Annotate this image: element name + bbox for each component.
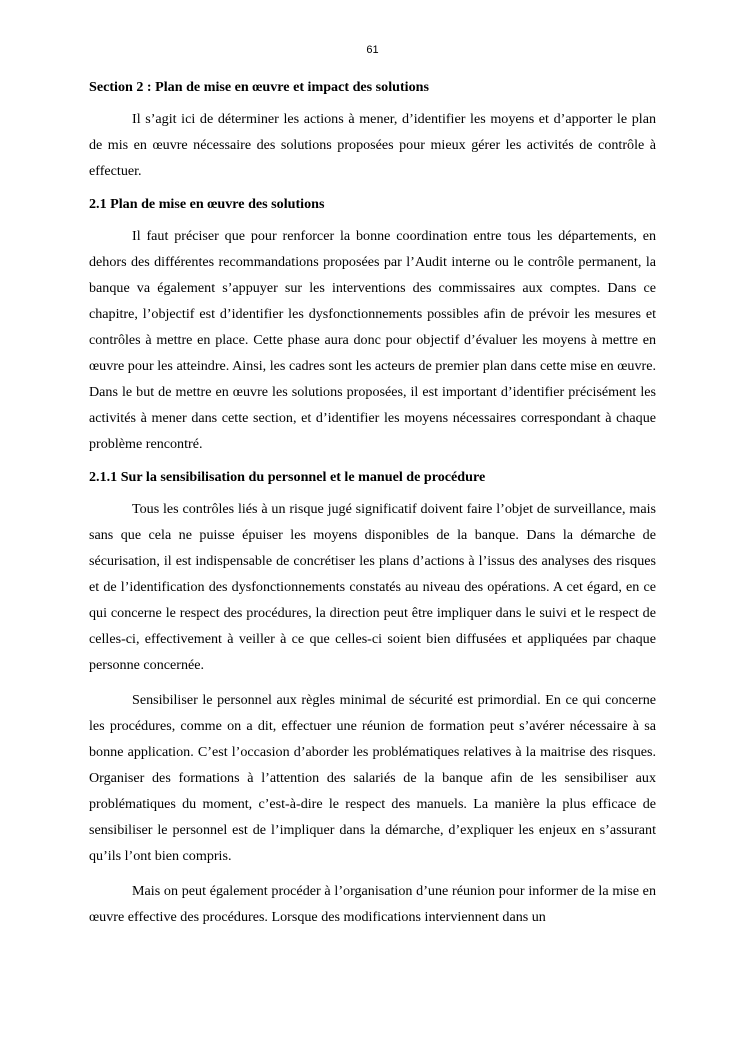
- section-title: Section 2 : Plan de mise en œuvre et impact des solutions: [89, 79, 429, 95]
- subsection-2-1-1-title: 2.1.1 Sur la sensibilisation du personnel et le manuel de procédure: [89, 469, 486, 485]
- page-number: 61: [366, 44, 379, 56]
- section-intro-paragraph: Il s’agit ici de déterminer les actions à mener, d’identifier les moyens et d’apporter le plan de mis en œuvre nécessaire des solutions proposées pour mieux gérer les activités de contrôle à effectuer.: [89, 111, 656, 179]
- subsection-2-1-1-paragraph-1: Tous les contrôles liés à un risque jugé significatif doivent faire l’objet de surveillance, mais sans que cela ne puisse épuiser les moyens disponibles de la banque. Dans la démarche de sécurisation, il est indispensable de concrétiser les plans d’actions à l’issus des analyses des risques et de l’identification des dysfonctionnements constatés au niveau des opérations. A cet égard, en ce qui concerne le respect des procédures, la direction peut être impliquer dans le suivi et le respect de celles-ci, effectivement à veiller à ce que celles-ci soient bien diffusées et appliquées par chaque personne concernée.: [89, 501, 656, 673]
- page-content: [89, 76, 656, 939]
- subsection-2-1-1-paragraph-2: Sensibiliser le personnel aux règles minimal de sécurité est primordial. En ce qui concerne les procédures, comme on a dit, effectuer une réunion de formation peut s’avérer nécessaire à sa bonne application. C’est l’occasion d’aborder les problématiques relatives à la maitrise des risques. Organiser des formations à l’attention des salariés de la banque afin de les sensibiliser aux problématiques du moment, c’est-à-dire le respect des manuels. La manière la plus efficace de sensibiliser le personnel est de l’impliquer dans la démarche, d’expliquer les enjeux en s’assurant qu’ils l’ont bien compris.: [89, 692, 656, 864]
- subsection-2-1-paragraph: Il faut préciser que pour renforcer la bonne coordination entre tous les départements, en dehors des différentes recommandations proposées par l’Audit interne ou le contrôle permanent, la banque va également s’appuyer sur les interventions des commissaires aux comptes. Dans ce chapitre, l’objectif est d’identifier les dysfonctionnements possibles afin de prévoir les mesures et contrôles à mettre en place. Cette phase aura donc pour objectif d’évaluer les moyens à mettre en œuvre pour les atteindre. Ainsi, les cadres sont les acteurs de premier plan dans cette mise en œuvre. Dans le but de mettre en œuvre les solutions proposées, il est important d’identifier précisément les activités à mener dans cette section, et d’identifier les moyens nécessaires correspondant à chaque problème rencontré.: [89, 228, 656, 452]
- subsection-2-1-1-paragraph-3: Mais on peut également procéder à l’organisation d’une réunion pour informer de la mise en œuvre effective des procédures. Lorsque des modifications interviennent dans un: [89, 883, 656, 925]
- subsection-2-1-title: 2.1 Plan de mise en œuvre des solutions: [89, 196, 325, 212]
